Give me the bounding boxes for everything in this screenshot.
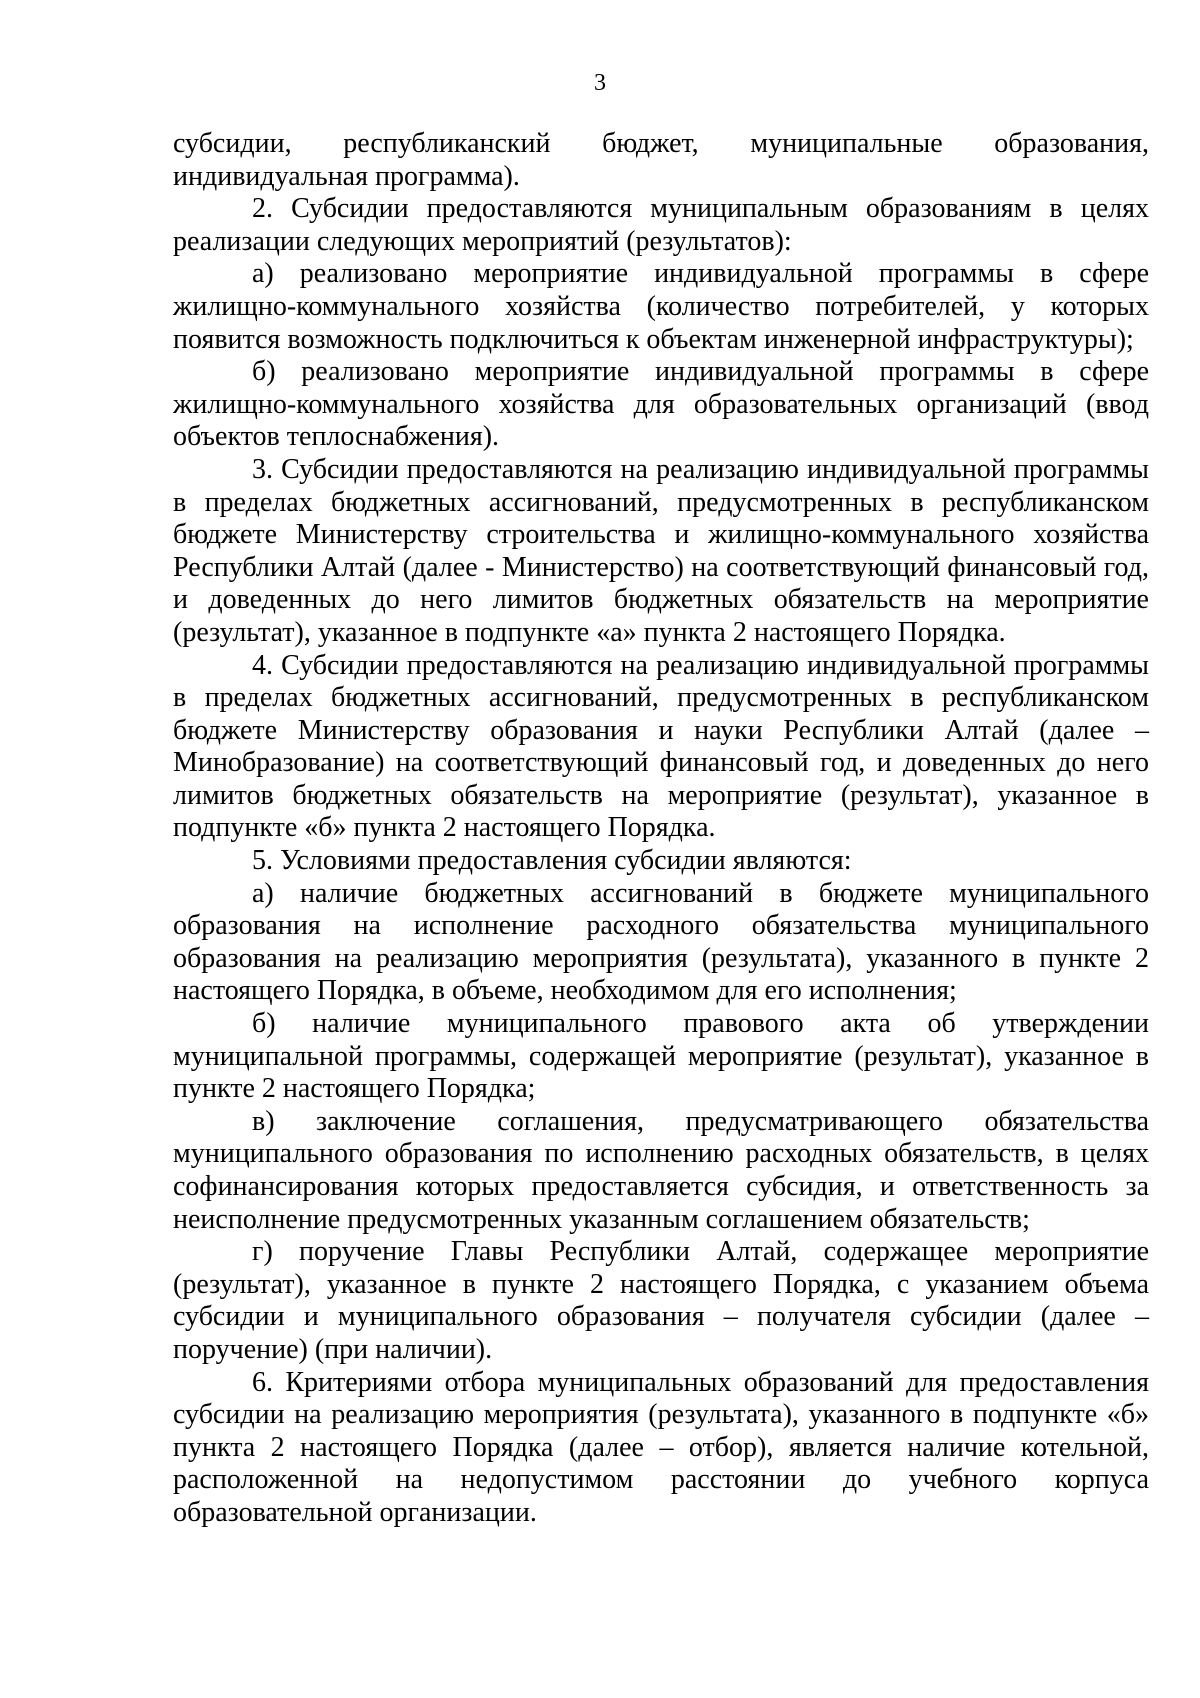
paragraph-clause-2: 2. Субсидии предоставляются муниципальным образованиям в целях реализации следующих мероприятий (результатов):: [173, 193, 1149, 257]
page-number: 3: [594, 70, 606, 96]
paragraph-clause-6: 6. Критериями отбора муниципальных образований для предоставления субсидии на реализацию мероприятия (результата), указанного в подпункте «б» пункта 2 настоящего Порядка (далее – отбор), является наличие котельной, расположенной на недопустимом расстоянии до учебного корпуса образовательной организации.: [173, 1366, 1149, 1528]
paragraph-clause-2a: а) реализовано мероприятие индивидуальной программы в сфере жилищно-коммунального хозяйства (количество потребителей, у которых появится возможность подключиться к объектам инженерной инфраструктуры);: [173, 258, 1149, 355]
paragraph-clause-5g: г) поручение Главы Республики Алтай, содержащее мероприятие (результат), указанное в пункте 2 настоящего Порядка, с указанием объема субсидии и муниципального образования – получателя субсидии (далее – поручение) (при наличии).: [173, 1236, 1149, 1365]
paragraph-clause-2b: б) реализовано мероприятие индивидуальной программы в сфере жилищно-коммунального хозяйства для образовательных организаций (ввод объектов теплоснабжения).: [173, 356, 1149, 453]
paragraph-clause-5: 5. Условиями предоставления субсидии являются:: [252, 845, 852, 877]
paragraph-clause-4: 4. Субсидии предоставляются на реализацию индивидуальной программы в пределах бюджетных ассигнований, предусмотренных в республиканском бюджете Министерству образования и науки Республики Алтай (далее – Минобразование) на соответствующий финансовый год, и доведенных до него лимитов бюджетных обязательств на мероприятие (результат), указанное в подпункте «б» пункта 2 настоящего Порядка.: [173, 649, 1149, 844]
document-body: [173, 128, 1149, 1530]
paragraph-clause-5v: в) заключение соглашения, предусматривающего обязательства муниципального образования по исполнению расходных обязательств, в целях софинансирования которых предоставляется субсидия, и ответственность за неисполнение предусмотренных указанным соглашением обязательств;: [173, 1105, 1149, 1235]
paragraph-continuation: субсидии, республиканский бюджет, муниципальные образования, индивидуальная программа).: [173, 128, 1149, 192]
paragraph-clause-5b: б) наличие муниципального правового акта об утверждении муниципальной программы, содержащей мероприятие (результат), указанное в пункте 2 настоящего Порядка;: [173, 1008, 1149, 1105]
paragraph-clause-5a: а) наличие бюджетных ассигнований в бюджете муниципального образования на исполнение расходного обязательства муниципального образования на реализацию мероприятия (результата), указанного в пункте 2 настоящего Порядка, в объеме, необходимом для его исполнения;: [173, 877, 1149, 1007]
paragraph-clause-3: 3. Субсидии предоставляются на реализацию индивидуальной программы в пределах бюджетных ассигнований, предусмотренных в республиканском бюджете Министерству строительства и жилищно-коммунального хозяйства Республики Алтай (далее - Министерство) на соответствующий финансовый год, и доведенных до него лимитов бюджетных обязательств на мероприятие (результат), указанное в подпункте «а» пункта 2 настоящего Порядка.: [173, 453, 1149, 648]
